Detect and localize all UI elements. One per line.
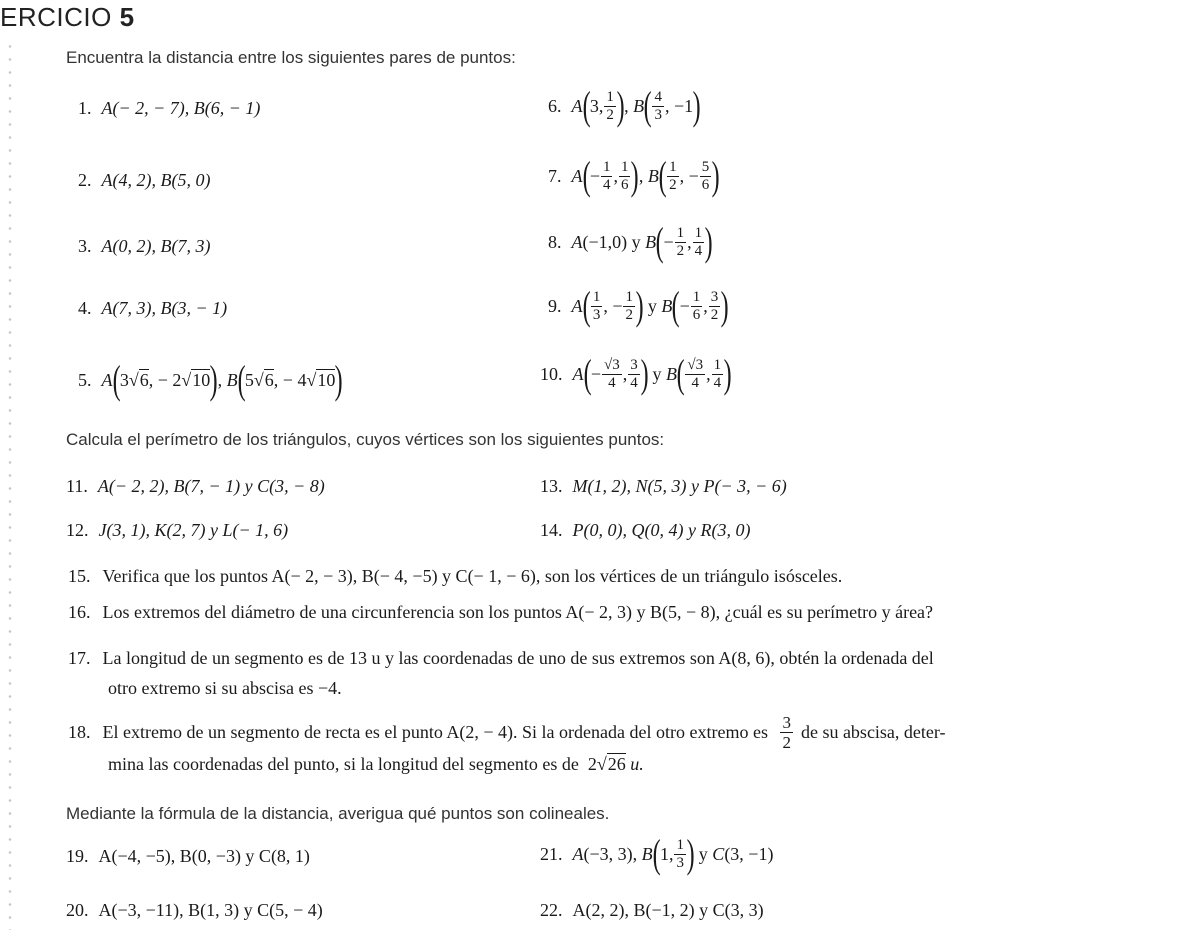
problem-20: 20. A(−3, −11), B(1, 3) y C(5, − 4) [66,900,323,920]
problem-14: 14. P(0, 0), Q(0, 4) y R(3, 0) [540,520,751,540]
problem-10: 10. A ( − $\frac{√3}{4}$ , $\frac{3}{4}$ ) y B ( $\frac{√3}{4}$ , $\frac{1}{4}$ ) [540,351,732,396]
problem-12: 12. J(3, 1), K(2, 7) y L(− 1, 6) [66,520,289,540]
problem-6: 6. A ( 3, $\frac{1}{2}$ ) , B ( $\frac{4}{3}$ , −1 ) [548,83,701,128]
problem-22: 22. A(2, 2), B(−1, 2) y C(3, 3) [540,900,764,920]
problem-17-continued: otro extremo si su abscisa es −4. [108,678,342,698]
problem-15: 15. Verifica que los puntos A(− 2, − 3), B(− 4, −5) y C(− 1, − 6), son los vértices de un triángulo isósceles. [68,566,843,586]
heading-perimeter: Calcula el perímetro de los triángulos, cuyos vértices son los siguientes puntos: [66,430,665,449]
heading-collinear: Mediante la fórmula de la distancia, averigua qué puntos son colineales. [66,804,610,823]
heading-distance: Encuentra la distancia entre los siguientes pares de puntos: [66,48,516,67]
problem-4: 4. A(7, 3), B(3, − 1) [78,298,228,318]
problem-11: 11. A(− 2, 2), B(7, − 1) y C(3, − 8) [66,476,325,496]
dotted-margin [8,40,12,930]
problem-1: 1. A(− 2, − 7), B(6, − 1) [78,98,261,118]
exercise-title: ERCICIO 5 [0,2,135,32]
problem-8: 8. A (−1,0) y B ( − $\frac{1}{2}$ , $\frac{1}{4}$ ) [548,219,713,264]
problem-3: 3. A(0, 2), B(7, 3) [78,236,211,256]
problem-17: 17. La longitud de un segmento es de 13 u y las coordenadas de uno de sus extremos son A(8, 6), obtén la ordenada del [68,648,934,668]
problem-13: 13. M(1, 2), N(5, 3) y P(− 3, − 6) [540,476,787,496]
problem-2: 2. A(4, 2), B(5, 0) [78,170,211,190]
problem-5: 5. A ( 3√ 6 , − 2√ 10 ) , B ( 5√ 6 , − 4√ 10 ) [78,357,343,402]
problem-7: 7. A ( − $\frac{1}{4}$ , $\frac{1}{6}$ ) , B ( $\frac{1}{2}$ , − $\frac{5}{6}$ ) [548,153,720,198]
problem-21: 21. A (−3, 3), B ( 1, $\frac{1}{3}$ ) y C (3, −1) [540,831,774,876]
problem-9: 9. A ( $\frac{1}{3}$ , − $\frac{1}{2}$ ) y B ( − $\frac{1}{6}$ , $\frac{3}{2}$ ) [548,283,729,328]
problem-18: 18. El extremo de un segmento de recta es el punto A(2, − 4). Si la ordenada del otro extremo es $\frac{3}{2}$ de su abscisa, deter- [68,713,946,752]
problem-19: 19. A(−4, −5), B(0, −3) y C(8, 1) [66,846,310,866]
problem-18-continued: mina las coordenadas del punto, si la longitud del segmento es de 2√26 u. [108,754,644,774]
problem-16: 16. Los extremos del diámetro de una circunferencia son los puntos A(− 2, 3) y B(5, − 8), ¿cuál es su perímetro y área? [68,602,934,622]
